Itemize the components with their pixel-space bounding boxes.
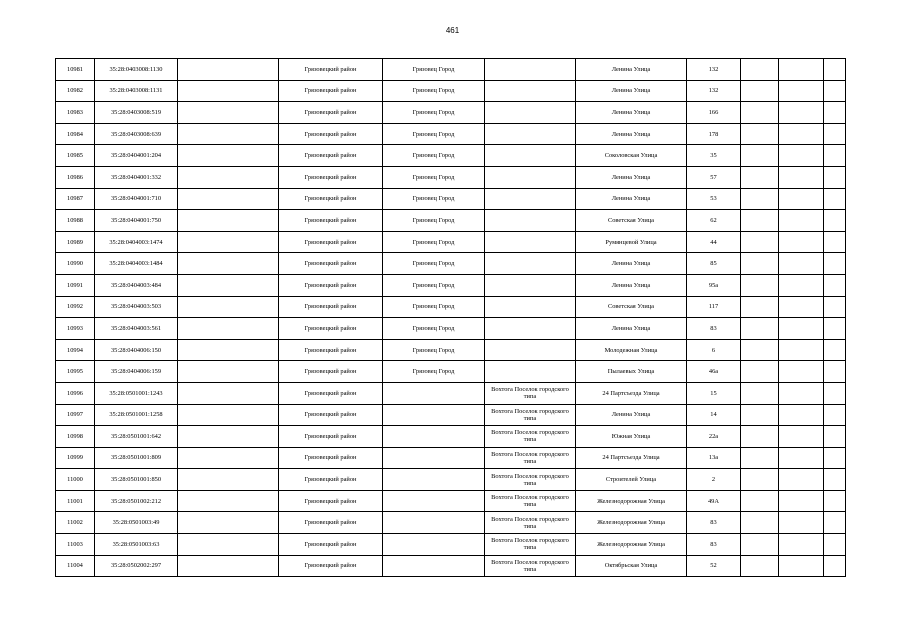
table-row: [56, 145, 846, 167]
empty-cell: [779, 534, 824, 556]
district-cell: Грязовецкий район: [279, 253, 383, 275]
empty-cell: [779, 469, 824, 491]
city-cell: [383, 382, 485, 404]
empty-cell: [824, 447, 846, 469]
record-number-cell: 10982: [56, 80, 95, 102]
street-cell: 24 Партсъезда Улица: [576, 382, 687, 404]
city-cell: Грязовец Город: [383, 80, 485, 102]
street-cell: Ленина Улица: [576, 80, 687, 102]
empty-cell: [824, 512, 846, 534]
empty-cell: [741, 123, 779, 145]
district-cell: Грязовецкий район: [279, 469, 383, 491]
table-row: [56, 80, 846, 102]
empty-cell: [824, 296, 846, 318]
record-number-cell: 10990: [56, 253, 95, 275]
house-number-cell: 83: [687, 318, 741, 340]
record-number-cell: 11003: [56, 534, 95, 556]
city-cell: [383, 555, 485, 577]
table-row: [56, 382, 846, 404]
street-cell: Ленина Улица: [576, 318, 687, 340]
empty-cell: [824, 534, 846, 556]
district-cell: Грязовецкий район: [279, 361, 383, 383]
empty-cell: [779, 382, 824, 404]
settlement-cell: Вохтога Поселок городского типа: [485, 555, 576, 577]
empty-cell: [824, 426, 846, 448]
table-row: [56, 490, 846, 512]
table-row: [56, 123, 846, 145]
empty-cell: [741, 555, 779, 577]
district-cell: Грязовецкий район: [279, 555, 383, 577]
empty-cell: [741, 145, 779, 167]
table-row: [56, 166, 846, 188]
empty-cell: [824, 231, 846, 253]
record-number-cell: 10981: [56, 59, 95, 81]
empty-cell: [741, 188, 779, 210]
empty-cell: [824, 166, 846, 188]
house-number-cell: 2: [687, 469, 741, 491]
settlement-cell: [485, 166, 576, 188]
district-cell: Грязовецкий район: [279, 123, 383, 145]
empty-cell: [741, 534, 779, 556]
city-cell: Грязовец Город: [383, 361, 485, 383]
street-cell: Соколовская Улица: [576, 145, 687, 167]
city-cell: Грязовец Город: [383, 296, 485, 318]
house-number-cell: 35: [687, 145, 741, 167]
street-cell: Ленина Улица: [576, 274, 687, 296]
empty-cell: [824, 469, 846, 491]
record-number-cell: 10995: [56, 361, 95, 383]
empty-cell: [741, 80, 779, 102]
record-number-cell: 11000: [56, 469, 95, 491]
empty-cell: [741, 318, 779, 340]
empty-cell: [824, 210, 846, 232]
settlement-cell: [485, 274, 576, 296]
cadastral-number-cell: 35:28:0404003:484: [95, 274, 178, 296]
settlement-cell: [485, 145, 576, 167]
table-row: [56, 253, 846, 275]
empty-cell: [741, 490, 779, 512]
city-cell: Грязовец Город: [383, 339, 485, 361]
street-cell: Пылаевых Улица: [576, 361, 687, 383]
house-number-cell: 14: [687, 404, 741, 426]
settlement-cell: [485, 253, 576, 275]
table-row: [56, 404, 846, 426]
street-cell: Ленина Улица: [576, 166, 687, 188]
settlement-cell: [485, 318, 576, 340]
city-cell: [383, 490, 485, 512]
house-number-cell: 117: [687, 296, 741, 318]
street-cell: Ленина Улица: [576, 59, 687, 81]
cadastral-number-cell: 35:28:0404001:332: [95, 166, 178, 188]
record-number-cell: 10998: [56, 426, 95, 448]
empty-cell: [779, 145, 824, 167]
city-cell: Грязовец Город: [383, 166, 485, 188]
empty-cell: [741, 102, 779, 124]
street-cell: Ленина Улица: [576, 123, 687, 145]
empty-cell: [741, 512, 779, 534]
empty-cell: [824, 404, 846, 426]
empty-cell: [779, 188, 824, 210]
settlement-cell: Вохтога Поселок городского типа: [485, 426, 576, 448]
record-number-cell: 10987: [56, 188, 95, 210]
settlement-cell: [485, 210, 576, 232]
empty-cell: [824, 274, 846, 296]
empty-cell: [741, 210, 779, 232]
empty-cell: [779, 80, 824, 102]
settlement-cell: [485, 361, 576, 383]
house-number-cell: 49А: [687, 490, 741, 512]
district-cell: Грязовецкий район: [279, 490, 383, 512]
street-cell: Строителей Улица: [576, 469, 687, 491]
house-number-cell: 44: [687, 231, 741, 253]
record-number-cell: 10996: [56, 382, 95, 404]
district-cell: Грязовецкий район: [279, 102, 383, 124]
house-number-cell: 62: [687, 210, 741, 232]
city-cell: Грязовец Город: [383, 102, 485, 124]
district-cell: Грязовецкий район: [279, 512, 383, 534]
empty-cell: [824, 382, 846, 404]
cadastral-number-cell: 35:28:0501001:1243: [95, 382, 178, 404]
empty-cell: [779, 253, 824, 275]
record-number-cell: 10993: [56, 318, 95, 340]
empty-cell: [779, 102, 824, 124]
street-cell: Ленина Улица: [576, 404, 687, 426]
house-number-cell: 132: [687, 80, 741, 102]
house-number-cell: 95а: [687, 274, 741, 296]
city-cell: [383, 512, 485, 534]
table-row: [56, 210, 846, 232]
record-number-cell: 10988: [56, 210, 95, 232]
house-number-cell: 15: [687, 382, 741, 404]
record-number-cell: 10983: [56, 102, 95, 124]
cadastral-number-cell: 35:28:0404001:750: [95, 210, 178, 232]
empty-cell: [824, 361, 846, 383]
empty-cell: [178, 188, 279, 210]
empty-cell: [178, 512, 279, 534]
table-row: [56, 426, 846, 448]
record-number-cell: 10984: [56, 123, 95, 145]
empty-cell: [178, 102, 279, 124]
settlement-cell: [485, 59, 576, 81]
cadastral-number-cell: 35:28:0404003:1474: [95, 231, 178, 253]
empty-cell: [741, 253, 779, 275]
cadastral-number-cell: 35:28:0501003:63: [95, 534, 178, 556]
city-cell: Грязовец Город: [383, 123, 485, 145]
settlement-cell: [485, 188, 576, 210]
empty-cell: [779, 490, 824, 512]
city-cell: Грязовец Город: [383, 318, 485, 340]
empty-cell: [178, 80, 279, 102]
street-cell: Железнодорожная Улица: [576, 512, 687, 534]
empty-cell: [779, 274, 824, 296]
table-row: [56, 296, 846, 318]
settlement-cell: Вохтога Поселок городского типа: [485, 382, 576, 404]
empty-cell: [178, 59, 279, 81]
empty-cell: [741, 296, 779, 318]
house-number-cell: 166: [687, 102, 741, 124]
house-number-cell: 83: [687, 534, 741, 556]
city-cell: Грязовец Город: [383, 210, 485, 232]
district-cell: Грязовецкий район: [279, 59, 383, 81]
empty-cell: [178, 404, 279, 426]
city-cell: [383, 447, 485, 469]
street-cell: Советская Улица: [576, 210, 687, 232]
empty-cell: [741, 339, 779, 361]
cadastral-number-cell: 35:28:0403008:519: [95, 102, 178, 124]
city-cell: [383, 534, 485, 556]
cadastral-number-cell: 35:28:0501003:49: [95, 512, 178, 534]
empty-cell: [741, 447, 779, 469]
empty-cell: [824, 102, 846, 124]
table-row: [56, 102, 846, 124]
empty-cell: [824, 123, 846, 145]
city-cell: Грязовец Город: [383, 188, 485, 210]
empty-cell: [824, 318, 846, 340]
empty-cell: [824, 188, 846, 210]
city-cell: [383, 469, 485, 491]
empty-cell: [824, 490, 846, 512]
settlement-cell: Вохтога Поселок городского типа: [485, 490, 576, 512]
record-number-cell: 11002: [56, 512, 95, 534]
empty-cell: [779, 426, 824, 448]
district-cell: Грязовецкий район: [279, 447, 383, 469]
empty-cell: [178, 166, 279, 188]
empty-cell: [178, 231, 279, 253]
street-cell: Ленина Улица: [576, 253, 687, 275]
empty-cell: [824, 59, 846, 81]
city-cell: Грязовец Город: [383, 145, 485, 167]
settlement-cell: [485, 296, 576, 318]
empty-cell: [178, 382, 279, 404]
street-cell: Железнодорожная Улица: [576, 490, 687, 512]
cadastral-number-cell: 35:28:0404006:159: [95, 361, 178, 383]
empty-cell: [178, 447, 279, 469]
house-number-cell: 52: [687, 555, 741, 577]
empty-cell: [779, 231, 824, 253]
record-number-cell: 10997: [56, 404, 95, 426]
record-number-cell: 10999: [56, 447, 95, 469]
empty-cell: [741, 469, 779, 491]
table-row: [56, 512, 846, 534]
empty-cell: [741, 231, 779, 253]
settlement-cell: [485, 339, 576, 361]
empty-cell: [178, 426, 279, 448]
empty-cell: [178, 318, 279, 340]
empty-cell: [779, 404, 824, 426]
cadastral-number-cell: 35:28:0403008:1131: [95, 80, 178, 102]
district-cell: Грязовецкий район: [279, 145, 383, 167]
empty-cell: [824, 253, 846, 275]
cadastral-number-cell: 35:28:0501001:1258: [95, 404, 178, 426]
city-cell: Грязовец Город: [383, 231, 485, 253]
cadastral-number-cell: 35:28:0404003:503: [95, 296, 178, 318]
district-cell: Грязовецкий район: [279, 231, 383, 253]
table-row: [56, 447, 846, 469]
cadastral-number-cell: 35:28:0501001:809: [95, 447, 178, 469]
table-row: [56, 339, 846, 361]
house-number-cell: 13а: [687, 447, 741, 469]
cadastral-number-cell: 35:28:0501001:850: [95, 469, 178, 491]
cadastral-number-cell: 35:28:0404001:204: [95, 145, 178, 167]
cadastral-number-cell: 35:28:0404001:710: [95, 188, 178, 210]
empty-cell: [741, 426, 779, 448]
cadastral-number-cell: 35:28:0502002:297: [95, 555, 178, 577]
city-cell: Грязовец Город: [383, 59, 485, 81]
settlement-cell: [485, 102, 576, 124]
record-number-cell: 11001: [56, 490, 95, 512]
cadastral-number-cell: 35:28:0403008:1130: [95, 59, 178, 81]
table-row: [56, 231, 846, 253]
empty-cell: [178, 210, 279, 232]
street-cell: Южная Улица: [576, 426, 687, 448]
house-number-cell: 46а: [687, 361, 741, 383]
house-number-cell: 6: [687, 339, 741, 361]
empty-cell: [779, 361, 824, 383]
house-number-cell: 83: [687, 512, 741, 534]
district-cell: Грязовецкий район: [279, 210, 383, 232]
table-row: [56, 555, 846, 577]
table-row: [56, 274, 846, 296]
record-number-cell: 10986: [56, 166, 95, 188]
cadastral-number-cell: 35:28:0501002:212: [95, 490, 178, 512]
cadastral-number-cell: 35:28:0404006:150: [95, 339, 178, 361]
table-row: [56, 318, 846, 340]
street-cell: Молодежная Улица: [576, 339, 687, 361]
district-cell: Грязовецкий район: [279, 318, 383, 340]
empty-cell: [824, 339, 846, 361]
empty-cell: [178, 490, 279, 512]
page-number: 461: [445, 26, 460, 35]
street-cell: Железнодорожная Улица: [576, 534, 687, 556]
empty-cell: [741, 361, 779, 383]
house-number-cell: 53: [687, 188, 741, 210]
district-cell: Грязовецкий район: [279, 188, 383, 210]
street-cell: Ленина Улица: [576, 102, 687, 124]
cadastral-number-cell: 35:28:0404003:561: [95, 318, 178, 340]
street-cell: Октябрьская Улица: [576, 555, 687, 577]
table-row: [56, 469, 846, 491]
empty-cell: [824, 555, 846, 577]
empty-cell: [779, 555, 824, 577]
city-cell: [383, 426, 485, 448]
cadastral-number-cell: 35:28:0403008:639: [95, 123, 178, 145]
settlement-cell: Вохтога Поселок городского типа: [485, 512, 576, 534]
empty-cell: [779, 318, 824, 340]
house-number-cell: 22а: [687, 426, 741, 448]
table-row: [56, 534, 846, 556]
house-number-cell: 85: [687, 253, 741, 275]
district-cell: Грязовецкий район: [279, 426, 383, 448]
empty-cell: [741, 59, 779, 81]
house-number-cell: 57: [687, 166, 741, 188]
city-cell: Грязовец Город: [383, 274, 485, 296]
registry-body: [56, 59, 846, 577]
city-cell: Грязовец Город: [383, 253, 485, 275]
street-cell: Ленина Улица: [576, 188, 687, 210]
district-cell: Грязовецкий район: [279, 382, 383, 404]
table-row: [56, 188, 846, 210]
record-number-cell: 10991: [56, 274, 95, 296]
empty-cell: [779, 123, 824, 145]
empty-cell: [178, 339, 279, 361]
empty-cell: [741, 404, 779, 426]
house-number-cell: 132: [687, 59, 741, 81]
empty-cell: [741, 166, 779, 188]
empty-cell: [178, 361, 279, 383]
district-cell: Грязовецкий район: [279, 80, 383, 102]
empty-cell: [178, 469, 279, 491]
empty-cell: [178, 534, 279, 556]
district-cell: Грязовецкий район: [279, 166, 383, 188]
empty-cell: [779, 296, 824, 318]
settlement-cell: Вохтога Поселок городского типа: [485, 534, 576, 556]
street-cell: Советская Улица: [576, 296, 687, 318]
house-number-cell: 178: [687, 123, 741, 145]
district-cell: Грязовецкий район: [279, 274, 383, 296]
registry-table: [55, 58, 846, 577]
table-row: [56, 361, 846, 383]
empty-cell: [779, 59, 824, 81]
empty-cell: [178, 145, 279, 167]
empty-cell: [779, 210, 824, 232]
settlement-cell: [485, 80, 576, 102]
empty-cell: [824, 80, 846, 102]
empty-cell: [741, 274, 779, 296]
empty-cell: [779, 339, 824, 361]
district-cell: Грязовецкий район: [279, 404, 383, 426]
record-number-cell: 10992: [56, 296, 95, 318]
empty-cell: [779, 447, 824, 469]
table-row: [56, 59, 846, 81]
settlement-cell: Вохтога Поселок городского типа: [485, 404, 576, 426]
settlement-cell: [485, 123, 576, 145]
empty-cell: [178, 253, 279, 275]
empty-cell: [178, 123, 279, 145]
district-cell: Грязовецкий район: [279, 534, 383, 556]
street-cell: Румянцевой Улица: [576, 231, 687, 253]
street-cell: 24 Партсъезда Улица: [576, 447, 687, 469]
record-number-cell: 10989: [56, 231, 95, 253]
cadastral-number-cell: 35:28:0501001:642: [95, 426, 178, 448]
empty-cell: [178, 555, 279, 577]
record-number-cell: 10994: [56, 339, 95, 361]
cadastral-number-cell: 35:28:0404003:1484: [95, 253, 178, 275]
settlement-cell: Вохтога Поселок городского типа: [485, 469, 576, 491]
city-cell: [383, 404, 485, 426]
empty-cell: [741, 382, 779, 404]
empty-cell: [824, 145, 846, 167]
record-number-cell: 10985: [56, 145, 95, 167]
record-number-cell: 11004: [56, 555, 95, 577]
empty-cell: [178, 274, 279, 296]
empty-cell: [178, 296, 279, 318]
district-cell: Грязовецкий район: [279, 339, 383, 361]
empty-cell: [779, 512, 824, 534]
settlement-cell: [485, 231, 576, 253]
settlement-cell: Вохтога Поселок городского типа: [485, 447, 576, 469]
district-cell: Грязовецкий район: [279, 296, 383, 318]
empty-cell: [779, 166, 824, 188]
